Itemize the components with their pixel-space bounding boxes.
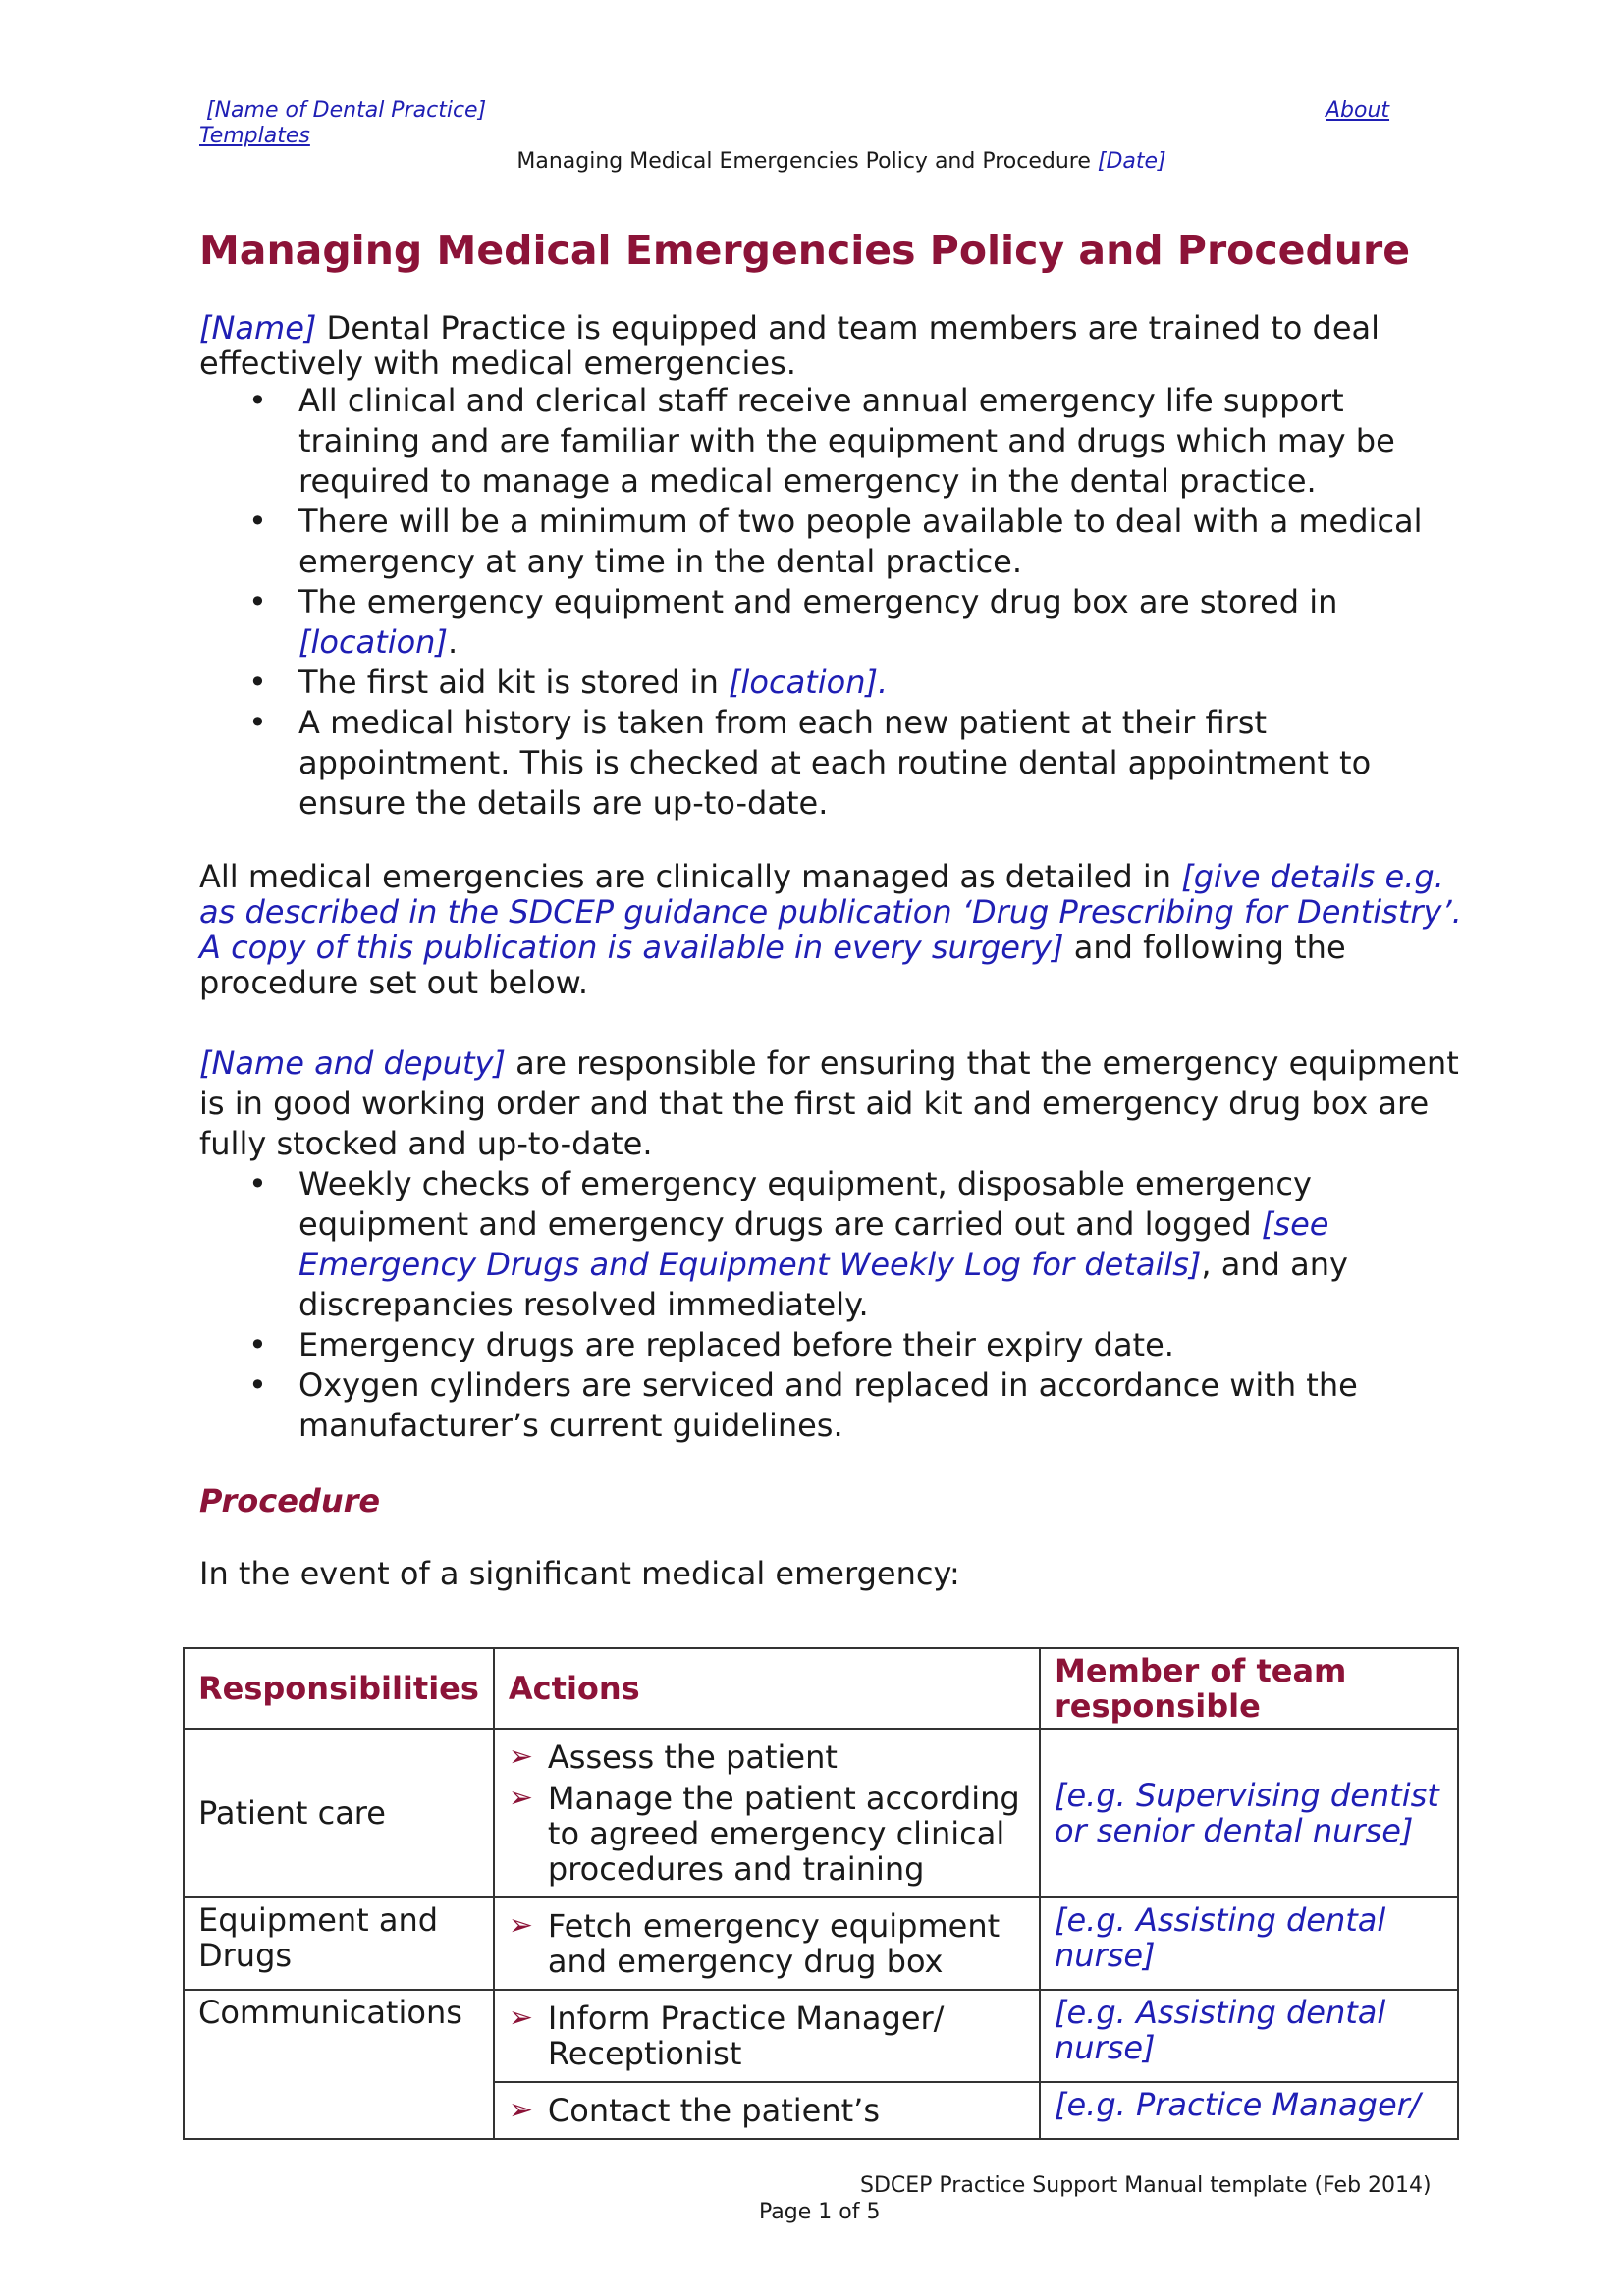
location-placeholder: [location] — [729, 664, 878, 701]
table-row — [184, 1990, 1458, 2082]
member-cell: [e.g. Supervising dentist or senior dental nurse] — [1040, 1729, 1458, 1897]
header-practice-name: [Name of Dental Practice] — [206, 98, 487, 123]
action-item: ➢ Inform Practice Manager/ Receptionist — [509, 2001, 1025, 2071]
action-item: ➢ Assess the patient — [509, 1739, 1025, 1775]
responsibility-cell: Equipment and Drugs — [184, 1897, 494, 1990]
action-item: ➢ Contact the patient’s — [509, 2093, 1025, 2128]
paragraph-end: and following the procedure set out below. — [199, 929, 1346, 1001]
action-item: ➢ Manage the patient according to agreed emergency clinical procedures and training — [509, 1781, 1025, 1887]
list-item — [199, 582, 1466, 663]
bullet-text: All clinical and clerical staff receive annual emergency life support training and are familiar with the equipment and drugs which may be required to manage a medical emergency in the dental practice. — [298, 382, 1395, 500]
header-responsibilities: Responsibilities — [184, 1648, 494, 1729]
responsibility-paragraph — [199, 1043, 1466, 1164]
list-item — [199, 1365, 1466, 1446]
member-cell: [e.g. Assisting dental nurse] — [1040, 1897, 1458, 1990]
header-member: Member of team responsible — [1040, 1648, 1458, 1729]
actions-list — [509, 1739, 1025, 1887]
actions-list — [509, 1908, 1025, 1979]
document-body — [199, 226, 1466, 1591]
footer-page-number: Page 1 of 5 — [759, 2200, 881, 2224]
details-placeholder: [give details e.g. as described in the SDCEP guidance publication ‘Drug Prescribing for Dentistry’. A copy of this publication is available in every surgery] — [199, 858, 1462, 966]
bullet-text: A medical history is taken from each new patient at their first appointment. This is checked at each routine dental appointment to ensure the details are up-to-date. — [298, 704, 1372, 822]
intro-paragraph — [199, 310, 1466, 381]
actions-cell — [494, 1990, 1040, 2082]
name-deputy-placeholder: [Name and deputy] — [199, 1044, 506, 1082]
bullet-text: Emergency drugs are replaced before their expiry date. — [298, 1326, 1174, 1363]
page-title: Managing Medical Emergencies Policy and Procedure — [199, 227, 1411, 274]
action-item: ➢ Fetch emergency equipment and emergency drug box — [509, 1908, 1025, 1979]
responsibility-cell: Patient care — [184, 1729, 494, 1897]
bullet-text: The first aid kit is stored in — [298, 664, 730, 701]
actions-cell — [494, 1729, 1040, 1897]
actions-cell — [494, 2082, 1040, 2139]
member-cell: [e.g. Practice Manager/ — [1040, 2082, 1458, 2139]
actions-cell — [494, 1897, 1040, 1990]
table-header-row — [184, 1648, 1458, 1729]
bullet-end: . — [877, 664, 889, 701]
table-row — [184, 1897, 1458, 1990]
templates-link[interactable]: Templates — [199, 124, 310, 148]
bullet-text: There will be a minimum of two people available to deal with a medical emergency at any time in the dental practice. — [298, 503, 1423, 580]
bullet-text: The emergency equipment and emergency drug box are stored in — [298, 583, 1338, 620]
bullet-text: Weekly checks of emergency equipment, disposable emergency equipment and emergency drugs are carried out and logged — [298, 1165, 1312, 1243]
bullet-text: Oxygen cylinders are serviced and replaced in accordance with the manufacturer’s current guidelines. — [298, 1366, 1358, 1444]
list-item — [199, 663, 1466, 703]
procedure-heading: Procedure — [199, 1482, 381, 1520]
header-actions: Actions — [494, 1648, 1040, 1729]
header-title-text: Managing Medical Emergencies Policy and Procedure — [516, 149, 1091, 174]
list-item — [199, 502, 1466, 582]
header-date-placeholder: [Date] — [1097, 149, 1166, 174]
intro-text: Dental Practice is equipped and team members are trained to deal effectively with medical emergencies. — [199, 309, 1380, 382]
bullet-end: . — [447, 623, 459, 661]
policy-bullet-list — [199, 381, 1466, 824]
clinical-management-paragraph — [199, 859, 1466, 1000]
footer-manual-title: SDCEP Practice Support Manual template (Feb 2014) — [860, 2173, 1432, 2198]
paragraph-text: All medical emergencies are clinically managed as detailed in — [199, 858, 1182, 895]
procedure-lead: In the event of a significant medical emergency: — [199, 1555, 960, 1592]
bullet-end: , and any discrepancies resolved immediately. — [298, 1246, 1348, 1323]
about-link[interactable]: About — [1326, 98, 1390, 123]
responsibility-cell: Communications — [184, 1990, 494, 2139]
intro-name-placeholder: [Name] — [199, 309, 317, 347]
header-doc-title — [0, 149, 1624, 174]
list-item — [199, 1164, 1466, 1325]
list-item — [199, 381, 1466, 502]
paragraph-text: are responsible for ensuring that the emergency equipment is in good working order and that the first aid kit and emergency drug box are fully stocked and up-to-date. — [199, 1044, 1459, 1162]
weekly-log-placeholder: [see Emergency Drugs and Equipment Weekly Log for details] — [298, 1205, 1329, 1283]
checks-bullet-list — [199, 1164, 1466, 1446]
list-item — [199, 703, 1466, 824]
member-cell: [e.g. Assisting dental nurse] — [1040, 1990, 1458, 2082]
table-row — [184, 1729, 1458, 1897]
actions-list — [509, 2001, 1025, 2071]
responsibilities-table — [183, 1647, 1459, 2140]
actions-list — [509, 2093, 1025, 2128]
list-item — [199, 1325, 1466, 1365]
location-placeholder: [location] — [298, 623, 448, 661]
